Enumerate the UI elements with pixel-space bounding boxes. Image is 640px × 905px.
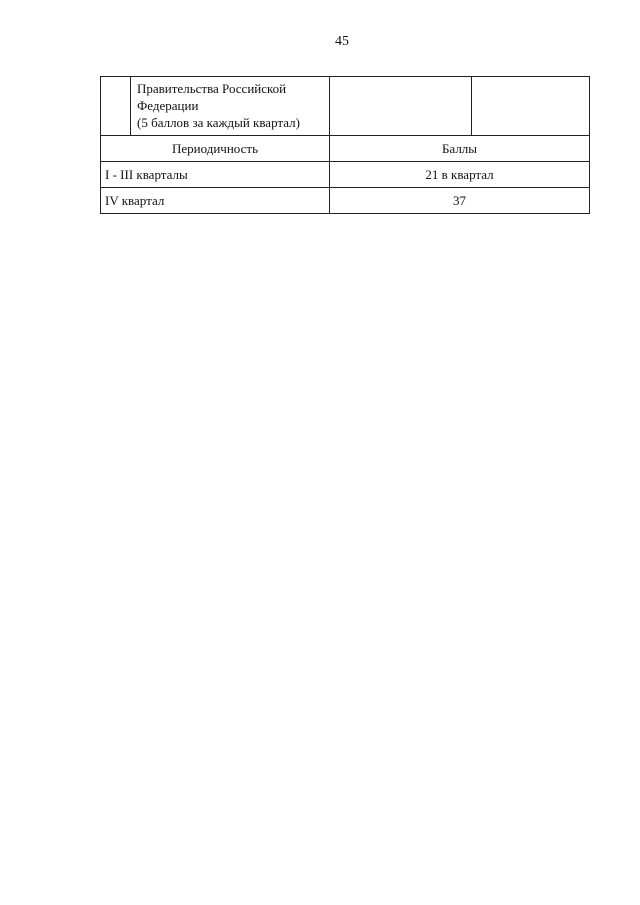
table-cell-empty bbox=[101, 77, 131, 136]
points-header: Баллы bbox=[330, 136, 590, 162]
table-row bbox=[101, 77, 590, 136]
points-cell: 21 в квартал bbox=[330, 162, 590, 188]
table-cell-empty bbox=[472, 77, 590, 136]
points-cell: 37 bbox=[330, 188, 590, 214]
scoring-table bbox=[100, 76, 590, 214]
criterion-line: Федерации bbox=[137, 98, 199, 113]
page-number: 45 bbox=[335, 34, 349, 49]
criterion-line: Правительства Российской bbox=[137, 81, 287, 96]
period-cell: I - III кварталы bbox=[101, 162, 330, 188]
criterion-line: (5 баллов за каждый квартал) bbox=[137, 115, 300, 130]
period-cell: IV квартал bbox=[101, 188, 330, 214]
period-header: Периодичность bbox=[101, 136, 330, 162]
criterion-cell bbox=[131, 77, 330, 136]
table-row bbox=[101, 162, 590, 188]
table-row bbox=[101, 188, 590, 214]
table-header-row bbox=[101, 136, 590, 162]
table-cell-empty bbox=[330, 77, 472, 136]
